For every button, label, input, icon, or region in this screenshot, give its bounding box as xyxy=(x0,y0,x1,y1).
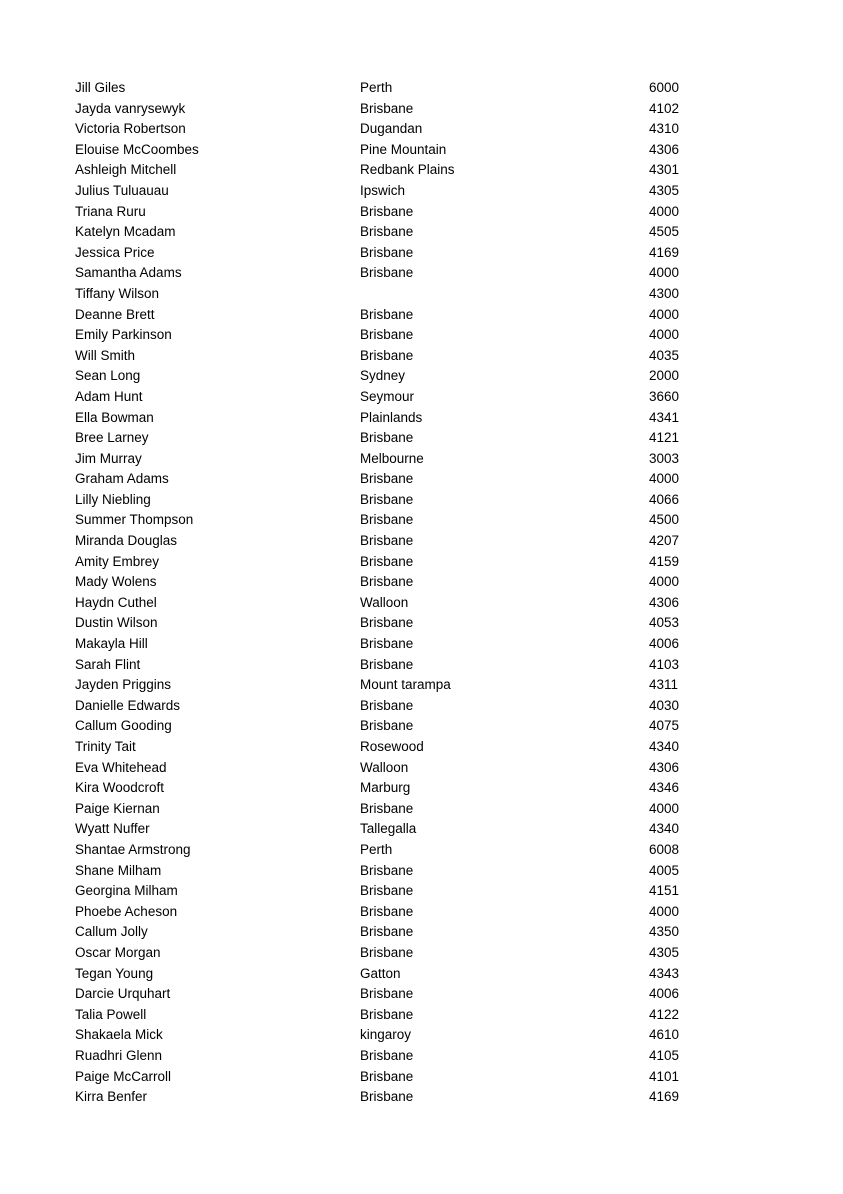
table-row xyxy=(75,490,715,511)
city-cell: Brisbane xyxy=(360,1006,414,1022)
city-cell: Brisbane xyxy=(360,903,414,919)
postcode-cell: 4305 xyxy=(649,944,680,960)
table-row xyxy=(75,902,715,923)
table-row xyxy=(75,881,715,902)
postcode-cell: 4105 xyxy=(649,1047,680,1063)
postcode-cell: 4102 xyxy=(649,100,680,116)
name-cell: Amity Embrey xyxy=(75,553,160,569)
city-cell: Dugandan xyxy=(360,121,423,137)
table-row xyxy=(75,99,715,120)
city-cell: Brisbane xyxy=(360,327,414,343)
table-row xyxy=(75,861,715,882)
table-row xyxy=(75,1087,715,1108)
postcode-cell: 4610 xyxy=(649,1027,680,1043)
postcode-cell: 4300 xyxy=(649,285,680,301)
table-row xyxy=(75,593,715,614)
postcode-cell: 4000 xyxy=(649,903,680,919)
table-row xyxy=(75,984,715,1005)
name-cell: Ashleigh Mitchell xyxy=(75,162,177,178)
name-cell: Shakaela Mick xyxy=(75,1027,163,1043)
postcode-cell: 4000 xyxy=(649,800,680,816)
postcode-cell: 4000 xyxy=(649,203,680,219)
name-cell: Callum Gooding xyxy=(75,718,172,734)
city-cell: Walloon xyxy=(360,759,409,775)
name-cell: Mady Wolens xyxy=(75,574,157,590)
name-cell: Ruadhri Glenn xyxy=(75,1047,163,1063)
postcode-cell: 4000 xyxy=(649,265,680,281)
name-cell: Jessica Price xyxy=(75,244,155,260)
postcode-cell: 4500 xyxy=(649,512,680,528)
postcode-cell: 4101 xyxy=(649,1068,680,1084)
table-row xyxy=(75,799,715,820)
city-cell: Brisbane xyxy=(360,347,414,363)
postcode-cell: 4346 xyxy=(649,780,680,796)
postcode-cell: 4341 xyxy=(649,409,680,425)
name-cell: Elouise McCoombes xyxy=(75,141,199,157)
postcode-cell: 4310 xyxy=(649,121,680,137)
table-row xyxy=(75,943,715,964)
name-cell: Sarah Flint xyxy=(75,656,141,672)
name-cell: Jayden Priggins xyxy=(75,677,172,693)
postcode-cell: 6008 xyxy=(649,841,680,857)
table-row xyxy=(75,716,715,737)
postcode-cell: 4301 xyxy=(649,162,680,178)
name-cell: Jim Murray xyxy=(75,450,142,466)
table-row xyxy=(75,634,715,655)
city-cell: Brisbane xyxy=(360,986,414,1002)
postcode-cell: 4306 xyxy=(649,141,680,157)
postcode-cell: 4350 xyxy=(649,924,680,940)
city-cell: Marburg xyxy=(360,780,411,796)
name-cell: Callum Jolly xyxy=(75,924,148,940)
city-cell: Brisbane xyxy=(360,244,414,260)
table-row xyxy=(75,346,715,367)
name-cell: Miranda Douglas xyxy=(75,533,178,549)
city-cell: Sydney xyxy=(360,368,406,384)
name-cell: Tegan Young xyxy=(75,965,154,981)
table-row xyxy=(75,1046,715,1067)
city-cell: Brisbane xyxy=(360,553,414,569)
postcode-cell: 4000 xyxy=(649,574,680,590)
postcode-cell: 4306 xyxy=(649,759,680,775)
table-row xyxy=(75,840,715,861)
postcode-cell: 4151 xyxy=(649,883,680,899)
table-row xyxy=(75,408,715,429)
city-cell: Brisbane xyxy=(360,656,414,672)
table-row xyxy=(75,449,715,470)
name-cell: Paige McCarroll xyxy=(75,1068,172,1084)
name-cell: Paige Kiernan xyxy=(75,800,160,816)
postcode-cell: 4066 xyxy=(649,491,680,507)
city-cell: Brisbane xyxy=(360,944,414,960)
city-cell: Seymour xyxy=(360,388,415,404)
table-row xyxy=(75,819,715,840)
name-cell: Jill Giles xyxy=(75,80,126,95)
postcode-cell: 4505 xyxy=(649,224,680,240)
name-cell: Eva Whitehead xyxy=(75,759,167,775)
postcode-cell: 4343 xyxy=(649,965,680,981)
table-row xyxy=(75,1067,715,1088)
city-cell: Brisbane xyxy=(360,697,414,713)
table-row xyxy=(75,263,715,284)
city-cell: Brisbane xyxy=(360,512,414,528)
name-cell: Georgina Milham xyxy=(75,883,178,899)
table-row xyxy=(75,387,715,408)
postcode-cell: 4305 xyxy=(649,182,680,198)
table-row xyxy=(75,696,715,717)
postcode-cell: 4340 xyxy=(649,821,680,837)
postcode-cell: 4340 xyxy=(649,739,680,754)
table-row xyxy=(75,469,715,490)
name-cell: Deanne Brett xyxy=(75,306,155,322)
name-cell: Adam Hunt xyxy=(75,388,143,404)
table-row xyxy=(75,655,715,676)
city-cell: Brisbane xyxy=(360,306,414,322)
table-row xyxy=(75,428,715,449)
city-cell: Brisbane xyxy=(360,1047,414,1063)
name-cell: Sean Long xyxy=(75,368,141,384)
postcode-cell: 4159 xyxy=(649,553,680,569)
city-cell: Brisbane xyxy=(360,615,414,631)
table-row xyxy=(75,778,715,799)
name-cell: Bree Larney xyxy=(75,430,149,446)
city-cell: Brisbane xyxy=(360,883,414,899)
city-cell: Brisbane xyxy=(360,800,414,816)
city-cell: Plainlands xyxy=(360,409,423,425)
city-cell: kingaroy xyxy=(360,1027,412,1043)
postcode-cell: 4053 xyxy=(649,615,680,631)
city-cell: Pine Mountain xyxy=(360,141,447,157)
table-row xyxy=(75,202,715,223)
postcode-cell: 4306 xyxy=(649,594,680,610)
city-cell: Mount tarampa xyxy=(360,677,451,693)
name-cell: Oscar Morgan xyxy=(75,944,161,960)
postcode-cell: 2000 xyxy=(649,368,680,384)
table-row xyxy=(75,758,715,779)
postcode-cell: 3003 xyxy=(649,450,680,466)
city-cell: Brisbane xyxy=(360,203,414,219)
contact-table xyxy=(75,78,715,1108)
name-cell: Tiffany Wilson xyxy=(75,285,160,301)
name-cell: Graham Adams xyxy=(75,471,169,487)
name-cell: Lilly Niebling xyxy=(75,491,151,507)
table-row xyxy=(75,737,715,758)
city-cell: Brisbane xyxy=(360,1089,414,1105)
postcode-cell: 4000 xyxy=(649,471,680,487)
table-row xyxy=(75,325,715,346)
postcode-cell: 4035 xyxy=(649,347,680,363)
postcode-cell: 4000 xyxy=(649,327,680,343)
postcode-cell: 4000 xyxy=(649,306,680,322)
city-cell: Brisbane xyxy=(360,1068,414,1084)
city-cell: Brisbane xyxy=(360,100,414,116)
postcode-cell: 6000 xyxy=(649,80,680,95)
table-row xyxy=(75,78,715,99)
city-cell: Brisbane xyxy=(360,636,414,652)
name-cell: Darcie Urquhart xyxy=(75,986,171,1002)
city-cell: Tallegalla xyxy=(360,821,417,837)
name-cell: Ella Bowman xyxy=(75,409,154,425)
name-cell: Katelyn Mcadam xyxy=(75,224,176,240)
city-cell: Brisbane xyxy=(360,430,414,446)
postcode-cell: 4075 xyxy=(649,718,680,734)
table-row xyxy=(75,675,715,696)
name-cell: Talia Powell xyxy=(75,1006,147,1022)
table-row xyxy=(75,222,715,243)
postcode-cell: 4122 xyxy=(649,1006,680,1022)
table-row xyxy=(75,613,715,634)
table-row xyxy=(75,243,715,264)
name-cell: Dustin Wilson xyxy=(75,615,158,631)
table-row xyxy=(75,1005,715,1026)
postcode-cell: 4121 xyxy=(649,430,680,446)
city-cell: Brisbane xyxy=(360,491,414,507)
table-row xyxy=(75,572,715,593)
name-cell: Triana Ruru xyxy=(75,203,146,219)
name-cell: Haydn Cuthel xyxy=(75,594,157,610)
postcode-cell: 4207 xyxy=(649,533,680,549)
city-cell: Redbank Plains xyxy=(360,162,455,178)
city-cell: Perth xyxy=(360,80,393,95)
city-cell: Brisbane xyxy=(360,718,414,734)
city-cell: Rosewood xyxy=(360,739,424,754)
postcode-cell: 4006 xyxy=(649,636,680,652)
name-cell: Danielle Edwards xyxy=(75,697,181,713)
table-row xyxy=(75,922,715,943)
postcode-cell: 4030 xyxy=(649,697,680,713)
name-cell: Trinity Tait xyxy=(75,739,136,754)
name-cell: Julius Tuluauau xyxy=(75,182,169,198)
city-cell: Brisbane xyxy=(360,471,414,487)
table-row xyxy=(75,119,715,140)
city-cell: Brisbane xyxy=(360,533,414,549)
postcode-cell: 4169 xyxy=(649,1089,680,1105)
city-cell: Melbourne xyxy=(360,450,424,466)
city-cell: Brisbane xyxy=(360,862,414,878)
city-cell: Gatton xyxy=(360,965,401,981)
name-cell: Makayla Hill xyxy=(75,636,148,652)
city-cell: Brisbane xyxy=(360,924,414,940)
name-cell: Will Smith xyxy=(75,347,135,363)
city-cell: Perth xyxy=(360,841,393,857)
table-row xyxy=(75,140,715,161)
table-row xyxy=(75,1025,715,1046)
table-row xyxy=(75,160,715,181)
postcode-cell: 4103 xyxy=(649,656,680,672)
postcode-cell: 4169 xyxy=(649,244,680,260)
table-row xyxy=(75,305,715,326)
table-row xyxy=(75,284,715,305)
city-cell: Brisbane xyxy=(360,224,414,240)
city-cell: Brisbane xyxy=(360,574,414,590)
table-row xyxy=(75,964,715,985)
city-cell: Ipswich xyxy=(360,182,406,198)
name-cell: Phoebe Acheson xyxy=(75,903,178,919)
name-cell: Jayda vanrysewyk xyxy=(75,100,186,116)
name-cell: Wyatt Nuffer xyxy=(75,821,150,837)
postcode-cell: 4311 xyxy=(649,677,679,693)
name-cell: Summer Thompson xyxy=(75,512,194,528)
name-cell: Victoria Robertson xyxy=(75,121,186,137)
postcode-cell: 3660 xyxy=(649,388,680,404)
name-cell: Samantha Adams xyxy=(75,265,182,281)
name-cell: Shane Milham xyxy=(75,862,162,878)
name-cell: Kira Woodcroft xyxy=(75,780,165,796)
table-row xyxy=(75,181,715,202)
table-row xyxy=(75,531,715,552)
table-row xyxy=(75,510,715,531)
table-row xyxy=(75,366,715,387)
name-cell: Emily Parkinson xyxy=(75,327,172,343)
name-cell: Shantae Armstrong xyxy=(75,841,191,857)
table-row xyxy=(75,552,715,573)
postcode-cell: 4006 xyxy=(649,986,680,1002)
city-cell: Brisbane xyxy=(360,265,414,281)
name-cell: Kirra Benfer xyxy=(75,1089,148,1105)
city-cell: Walloon xyxy=(360,594,409,610)
postcode-cell: 4005 xyxy=(649,862,680,878)
